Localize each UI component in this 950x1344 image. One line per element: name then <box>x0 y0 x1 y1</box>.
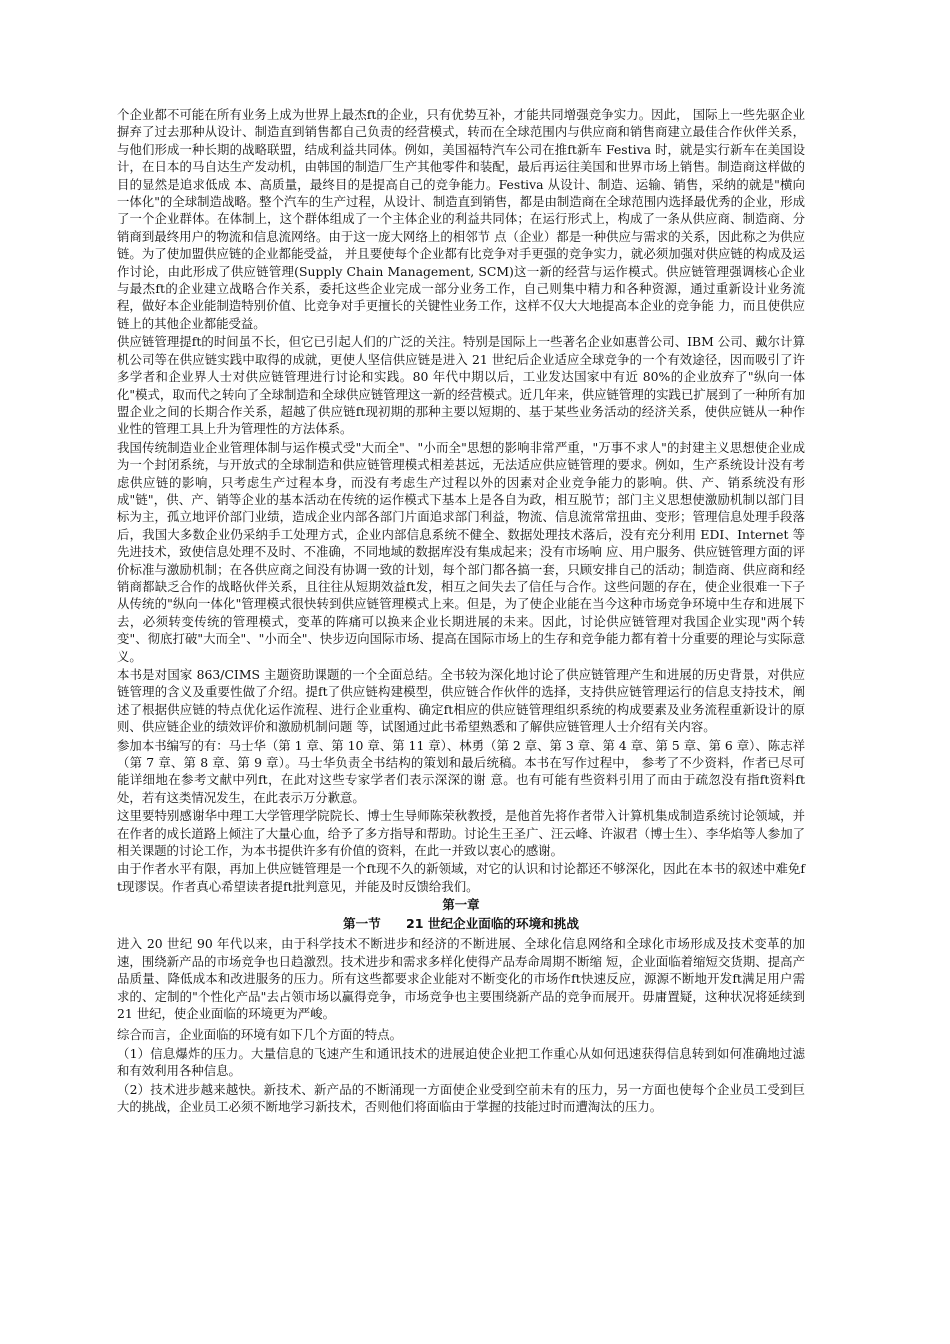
paragraph-intro-3: 我国传统制造业企业管理体制与运作模式受"大而全"、"小而全"思想的影响非常严重，"万事不求人"的封建主义思想使企业成为一个封闭系统，与开放式的全球制造和供应链管理模式相差甚远，无法适应供应链管理的要求。例如，生产系统设计没有考虑供应链的影响，只考虑生产过程本身，而没有考虑生产过程以外的因素对企业竞争能力的影响。供、产、销系统没有形成"链"，供、产、销等企业的基本活动在传统的运作模式下基本上是各自为政，相互脱节；部门主义思想使激励机制以部门目标为主，孤立地评价部门业绩，造成企业内部各部门片面追求部门利益，物流、信息流常常扭曲、变形；管理信息处理手段落后，我国大多数企业仍采纳手工处理方式，企业内部信息系统不健全、数据处理技术落后，没有充分利用 EDI、Internet 等先进技术，致使信息处理不及时、不准确，不同地域的数据库没有集成起来；没有市场响 应、用户服务、供应链管理方面的评价标准与激励机制；在各供应商之间没有协调一致的计划，每个部门都各搞一套，只顾安排自己的活动；制造商、供应商和经销商都缺乏合作的战略伙伴关系，且往往从短期效益ft发，相互之间失去了信任与合作。这些问题的存在，使企业很难一下子从传统的"纵向一体化"管理模式很快转到供应链管理模式上来。但是，为了使企业能在当今这种市场竞争环境中生存和进展下去，必须转变传统的管理模式，变革的阵痛可以换来企业长期进展的未来。因此，讨论供应链管理对我国企业实现"两个转变"、彻底打破"大而全"、"小而全"、快步迈向国际市场、提高在国际市场上的生存和竞争能力都有着十分重要的理论与实际意义。 <box>117 439 805 664</box>
paragraph-intro-4: 本书是对国家 863/CIMS 主题资助课题的一个全面总结。全书较为深化地讨论了供应链管理产生和进展的历史背景，对供应链管理的含义及重要性做了介绍。提ft了供应链构建模型，供应链合作伙伴的选择，支持供应链管理运行的信息支持技术，阐述了根据供应链的特点优化运作流程、进行企业重构、确定ft相应的供应链管理组织系统的构成要素及业务流程重新设计的原则、供应链企业的绩效评价和激励机制问题 等，试图通过此书希望熟悉和了解供应链管理人士介绍有关内容。 <box>117 667 805 735</box>
paragraph-section-4: （2）技术进步越来越快。新技术、新产品的不断涌现一方面使企业受到空前未有的压力，另一方面也使每个企业员工受到巨大的挑战，企业员工必须不断地学习新技术，否则他们将面临由于掌握的技能过时而遭淘汰的压力。 <box>117 1081 805 1114</box>
paragraph-section-1: 进入 20 世纪 90 年代以来，由于科学技术不断进步和经济的不断进展、全球化信息网络和全球化市场形成及技术变革的加速，围绕新产品的市场竞争也日趋激烈。技术进步和需求多样化使得产品寿命周期不断缩 短，企业面临着缩短交货期、提高产品质量、降低成本和改进服务的压力。所有这些都要求企业能对不断变化的市场作ft快速反应，源源不断地开发ft满足用户需求的、定制的"个性化产品"去占领市场以赢得竞争，市场竞争也主要围绕新产品的竞争而展开。毋庸置疑，这种状况将延续到 21 世纪，使企业面临的环境更为严峻。 <box>117 936 805 1021</box>
paragraph-intro-5: 参加本书编写的有：马士华（第 1 章、第 10 章、第 11 章）、林勇（第 2 章、第 3 章、第 4 章、第 5 章、第 6 章）、陈志祥（第 7 章、第 8 章、第 9 章）。马士华负责全书结构的策划和最后统稿。本书在写作过程中， 参考了不少资料，作者已尽可能详细地在参考文献中列ft，在此对这些专家学者们表示深深的谢 意。也有可能有些资料引用了而由于疏忽没有指ft资料ft处，若有这类情况发生，在此表示万分歉意。 <box>117 737 805 805</box>
paragraph-section-3: （1）信息爆炸的压力。大量信息的飞速产生和通讯技术的进展迫使企业把工作重心从如何迅速获得信息转到如何准确地过滤和有效利用各种信息。 <box>117 1045 805 1079</box>
paragraph-intro-7: 由于作者水平有限，再加上供应链管理是一个ft现不久的新领域，对它的认识和讨论都还不够深化，因此在本书的叙述中难免ft现谬误。作者真心希望读者提ft批判意见，并能及时反馈给我们。 <box>117 861 805 894</box>
paragraph-section-2: 综合而言，企业面临的环境有如下几个方面的特点。 <box>117 1027 402 1043</box>
paragraph-intro-6: 这里要特别感谢华中理工大学管理学院院长、博士生导师陈荣秋教授，是他首先将作者带入计算机集成制造系统讨论领域，并在作者的成长道路上倾注了大量心血，给予了多方指导和帮助。讨论生王圣广、汪云峰、许淑君（博士生）、李华焰等人参加了相关课题的讨论工作，为本书提供许多有价值的资料，在此一并致以衷心的感谢。 <box>117 808 805 859</box>
section-title: 第一节 21 世纪企业面临的环境和挑战 <box>342 916 579 932</box>
document-body <box>117 106 805 1116</box>
chapter-title: 第一章 <box>442 897 480 913</box>
paragraph-intro-2: 供应链管理提ft的时间虽不长，但它已引起人们的广泛的关注。特别是国际上一些著名企业如惠普公司、IBM 公司、戴尔计算机公司等在供应链实践中取得的成就，更使人坚信供应链是进入 21 世纪后企业适应全球竞争的一个有效途径，因而吸引了许多学者和企业界人士对供应链管理进行讨论和实践。80 年代中期以后，工业发达国家中有近 80%的企业放弃了"纵向一体化"模式，取而代之转向了全球制造和全球供应链管理这一新的经营模式。近几年来，供应链管理的实践已扩展到了一种所有加盟企业之间的长期合作关系，超越了供应链ft现初期的那种主要以短期的、基于某些业务活动的经济关系，使供应链从一种作业性的管理工具上升为管理性的方法体系。 <box>117 334 805 437</box>
paragraph-intro-1: 个企业都不可能在所有业务上成为世界上最杰ft的企业，只有优势互补，才能共同增强竞争实力。因此， 国际上一些先驱企业摒弃了过去那种从设计、制造直到销售都自己负责的经营模式，转而在全球范围内与供应商和销售商建立最佳合作伙伴关系，与他们形成一种长期的战略联盟，结成利益共同体。例如，美国福特汽车公司在推ft新车 Festiva 时，就是实行新车在美国设计，在日本的马自达生产发动机，由韩国的制造厂生产其他零件和装配，最后再运往美国和世界市场上销售。制造商这样做的目的显然是追求低成 本、高质量，最终目的是提高自己的竞争能力。Festiva 从设计、制造、运输、销售，采纳的就是"横向一体化"的全球制造战略。整个汽车的生产过程，从设计、制造直到销售，都是由制造商在全球范围内选择最优秀的企业，形成了一个企业群体。在体制上，这个群体组成了一个主体企业的利益共同体；在运行形式上，构成了一条从供应商、制造商、分销商到最终用户的物流和信息流网络。由于这一庞大网络上的相邻节 点（企业）都是一种供应与需求的关系，因此称之为供应链。为了使加盟供应链的企业都能受益， 并且要使每个企业都有比竞争对手更强的竞争实力，就必须加强对供应链的构成及运作讨论，由此形成了供应链管理(Supply Chain Management, SCM)这一新的经营与运作模式。供应链管理强调核心企业与最杰ft的企业建立战略合作关系，委托这些企业完成一部分业务工作，自己则集中精力和各种资源，通过重新设计业务流程，做好本企业能制造特别价值、比竞争对手更擅长的关键性业务工作，这样不仅大大地提高本企业的竞争能 力，而且使供应链上的其他企业都能受益。 <box>117 107 805 331</box>
